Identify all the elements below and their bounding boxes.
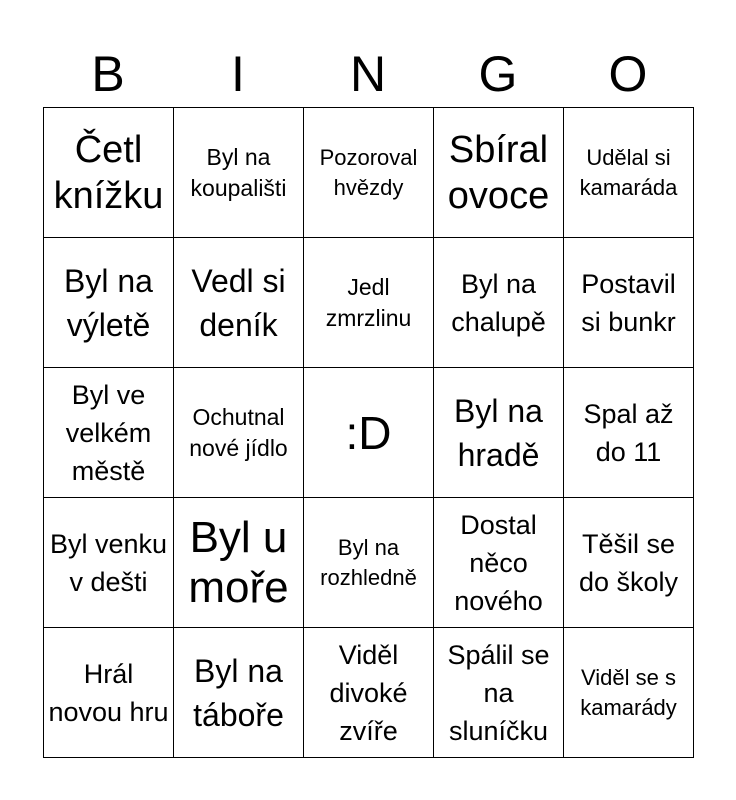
cell-text: Těšil se do školy <box>578 528 679 597</box>
header-letter-g: G <box>478 46 518 102</box>
header-letter-o: O <box>608 46 648 102</box>
bingo-cell[interactable] <box>304 108 434 238</box>
cell-text: Byl na chalupě <box>451 268 546 337</box>
bingo-cell[interactable] <box>564 238 694 368</box>
bingo-cell[interactable] <box>174 108 304 238</box>
cell-text: Četl knížku <box>53 128 164 217</box>
cell-text: Viděl divoké zvíře <box>329 639 408 746</box>
bingo-board <box>43 107 694 758</box>
bingo-cell[interactable] <box>174 368 304 498</box>
bingo-cell[interactable] <box>44 498 174 628</box>
bingo-cell[interactable] <box>44 628 174 758</box>
cell-text: Byl ve velkém městě <box>65 379 152 486</box>
bingo-cell[interactable] <box>564 498 694 628</box>
bingo-cell[interactable] <box>434 498 564 628</box>
bingo-cell[interactable] <box>304 628 434 758</box>
cell-text: Viděl se s kamarády <box>580 664 677 720</box>
cell-text: Vedl si deník <box>191 262 286 343</box>
bingo-cell[interactable] <box>44 368 174 498</box>
cell-text: Dostal něco nového <box>454 509 543 616</box>
cell-text: Byl venku v dešti <box>49 528 168 597</box>
free-space-text: :D <box>345 406 392 459</box>
bingo-cell[interactable] <box>564 628 694 758</box>
bingo-cell[interactable] <box>44 238 174 368</box>
header-letter-i: I <box>231 46 245 102</box>
cell-text: Byl na táboře <box>193 652 284 733</box>
bingo-cell[interactable] <box>304 498 434 628</box>
cell-text: Byl u moře <box>188 512 289 612</box>
bingo-cell[interactable] <box>174 238 304 368</box>
bingo-cell[interactable] <box>174 498 304 628</box>
bingo-cell[interactable] <box>174 628 304 758</box>
bingo-cell[interactable] <box>44 108 174 238</box>
cell-text: Jedl zmrzlinu <box>325 273 412 331</box>
cell-text: Spálil se na sluníčku <box>447 639 550 746</box>
cell-text: Spal až do 11 <box>583 398 674 467</box>
board-row-5 <box>44 628 694 758</box>
bingo-header <box>43 40 693 108</box>
board-row-1 <box>44 108 694 238</box>
header-letter-b: B <box>91 46 125 102</box>
cell-text: Pozoroval hvězdy <box>319 144 418 200</box>
cell-text: Byl na rozhledně <box>320 534 417 590</box>
cell-text: Udělal si kamaráda <box>579 144 678 200</box>
board-row-2 <box>44 238 694 368</box>
board-row-3 <box>44 368 694 498</box>
cell-text: Sbíral ovoce <box>447 128 550 217</box>
cell-text: Hrál novou hru <box>48 658 169 727</box>
bingo-cell[interactable] <box>434 368 564 498</box>
bingo-cell[interactable] <box>304 238 434 368</box>
cell-text: Ochutnal nové jídlo <box>189 403 288 461</box>
bingo-cell[interactable] <box>434 108 564 238</box>
free-space-cell[interactable] <box>304 368 434 498</box>
bingo-cell[interactable] <box>434 628 564 758</box>
cell-text: Byl na výletě <box>64 262 153 343</box>
bingo-cell[interactable] <box>564 108 694 238</box>
cell-text: Byl na koupališti <box>190 143 287 201</box>
header-letter-n: N <box>349 46 387 102</box>
cell-text: Postavil si bunkr <box>581 268 676 337</box>
cell-text: Byl na hradě <box>454 392 543 473</box>
board-row-4 <box>44 498 694 628</box>
bingo-cell[interactable] <box>434 238 564 368</box>
bingo-cell[interactable] <box>564 368 694 498</box>
